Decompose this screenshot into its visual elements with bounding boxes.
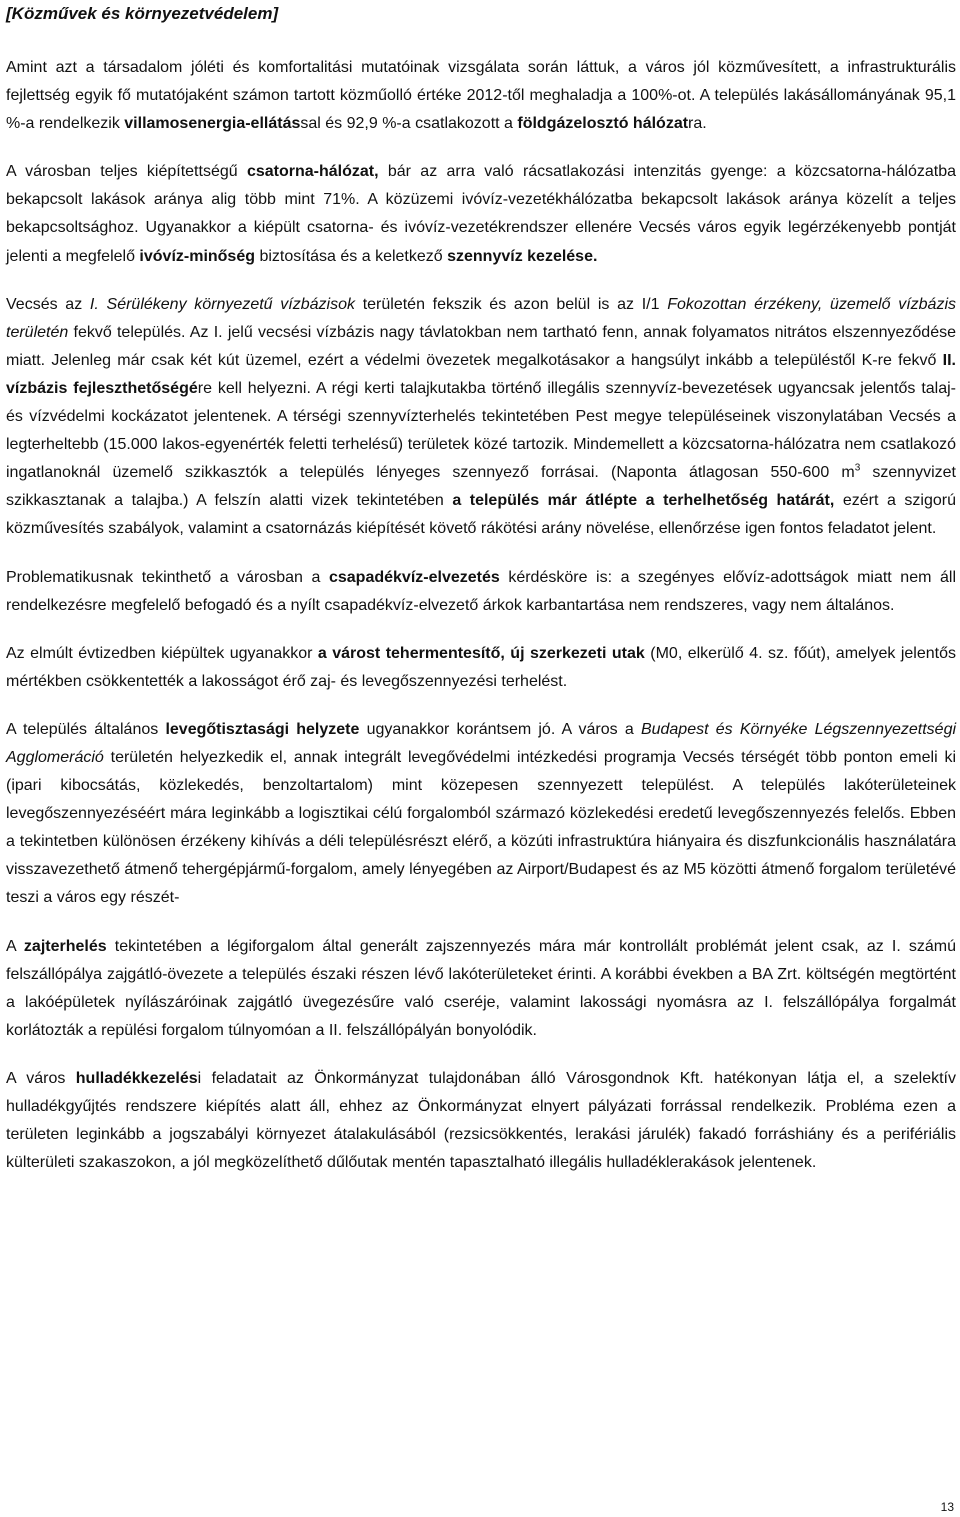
paragraph-water-base bbox=[6, 291, 956, 544]
text-run: re kell helyezni. A régi kerti talajkutakba történő illegális szennyvíz-bevezetések ugyancsak jelentős talaj- és vízvédelmi kockázatot jelentenek. A térségi szennyvízterhelés tekintetében Pest megye településeinek viszonylatában Vecsés a legterheltebb (15.000 lakos-egyenérték feletti terhelésű) területek közé tartozik. Mindemellett a közcsatorna-hálózatra nem csatlakozó ingatlanoknál üzemelő szikkasztók a település lényeges szennyező forrásai. (Naponta átlagosan 550-600 m bbox=[6, 379, 956, 482]
paragraph-roads bbox=[6, 640, 956, 696]
text-run: (M0, elkerülő 4. sz. főút), amelyek jelentős mértékben csökkentették a lakosságot érő zaj- és levegőszennyezési terhelést. bbox=[6, 644, 956, 690]
bold-term-noise: zajterhelés bbox=[23, 937, 107, 955]
bold-term-gas-network: földgázelosztó hálózat bbox=[517, 115, 689, 133]
text-run: Az elmúlt évtizedben kiépültek ugyanakkor bbox=[6, 644, 318, 662]
bold-term-bypass-roads: a várost tehermentesítő, új szerkezeti utak bbox=[317, 644, 645, 662]
text-run: A település általános bbox=[6, 720, 166, 738]
bold-term-wastewater: szennyvíz kezelése. bbox=[447, 247, 598, 265]
section-heading: [Közművek és környezetvédelem] bbox=[6, 4, 279, 23]
bold-term-water-quality: ivóvíz-minőség bbox=[139, 247, 255, 265]
bold-term-sewer-network: csatorna-hálózat, bbox=[246, 163, 379, 181]
text-run: ra. bbox=[688, 115, 707, 133]
bold-term-air-quality: levegőtisztasági helyzete bbox=[165, 720, 360, 738]
bold-term-water-base-2: II. vízbázis fejleszthetőségé bbox=[6, 351, 956, 397]
paragraph-rainwater bbox=[6, 564, 956, 620]
superscript: 3 bbox=[854, 462, 861, 474]
text-run: sal és 92,9 %-a csatlakozott a bbox=[300, 115, 518, 133]
text-run: területén fekszik és azon belül is az I/1 bbox=[354, 295, 668, 313]
bold-term-rainwater: csapadékvíz-elvezetés bbox=[328, 568, 500, 586]
page-number: 13 bbox=[940, 1500, 954, 1514]
paragraph-sewer bbox=[6, 158, 956, 270]
italic-term-agglomeration: Budapest és Környéke Légszennyezettségi Agglomeráció bbox=[6, 720, 957, 766]
paragraph-waste bbox=[6, 1065, 956, 1177]
italic-term-vulnerable-water: I. Sérülékeny környezetű vízbázisok bbox=[89, 295, 355, 313]
italic-term-sensitive-area: Fokozottan érzékeny, üzemelő vízbázis területén bbox=[6, 295, 957, 341]
document-page bbox=[6, 0, 956, 1177]
text-run: Vecsés az bbox=[6, 295, 90, 313]
paragraph-noise bbox=[6, 933, 956, 1045]
text-run: kérdésköre is: a szegényes elővíz-adottságok miatt nem áll rendelkezésre megfelelő befogadó és a nyílt csapadékvíz-elvezető árkok karbantartása nem rendszeres, vagy nem általános. bbox=[6, 568, 957, 614]
text-run: A városban teljes kiépítettségű bbox=[6, 163, 247, 181]
text-run: fekvő település. Az I. jelű vecsési vízbázis nagy távlatokban nem tartható fenn, annak folyamatos nitrátos elszennyeződése miatt. Jelenleg már csak két kút üzemel, ezért a védelmi övezetek megalkotásakor a hangsúlyt inkább a településtől K-re fekvő bbox=[6, 323, 956, 369]
text-run: i feladatait az Önkormányzat tulajdonában álló Városgondnok Kft. hatékonyan látja el, a szelektív hulladékgyűjtés rendszere kiépítés alatt áll, ehhez az Önkormányzat elnyert pályázati forrással rendelkezik. Probléma ezen a területen leginkább a jogszabályi környezet átalakulásából (rezsicsökkentés, lerakási járulék) fakadó forráshiány és a perifériális külterületi szakaszokon, a jól megközelíthető dűlőutak mentén tapasztalható illegális hulladéklerakások jelentenek. bbox=[6, 1069, 956, 1172]
paragraph-air-quality bbox=[6, 716, 956, 913]
bold-term-electricity: villamosenergia-ellátás bbox=[124, 115, 301, 133]
text-run: bár az arra való rácsatlakozási intenzitás gyenge: a közcsatorna-hálózatba bekapcsolt lakások aránya alig több mint 71%. A közüzemi ivóvíz-vezetékhálózatba bekapcsolt lakások aránya közelít a teljes bekapcsoltsághoz. Ugyanakkor a kiépült csatorna- és ivóvíz-vezetékrendszer ellenére Vecsés város egyik legérzékenyebb pontját jelenti a megfelelő bbox=[6, 163, 957, 265]
text-run: biztosítása és a keletkező bbox=[255, 247, 448, 265]
text-run: ezért a szigorú közművesítés szabályok, valamint a csatornázás kiépítését követő rákötési arány növelése, ellenőrzése igen fontos feladatot jelent. bbox=[6, 492, 957, 538]
text-run: ugyanakkor korántsem jó. A város a bbox=[359, 720, 641, 738]
text-run: területén helyezkedik el, annak integrált levegővédelmi intézkedési programja Vecsés térségét több ponton emeli ki (ipari kibocsátás, közlekedés, benzoltartalom) mint közepesen szennyezett települést. A település lakóterületeinek levegőszennyezéséért mára leginkább a logisztikai célú forgalomból származó közlekedési eredetű levegőszennyezés felelős. Ebben a tekintetben különösen érzékeny kihívás a déli településrészt elérő, a közúti infrastruktúra hiányaira és diszfunkcionális használatára visszavezethető átmenő tehergépjármű-forgalom, amely lényegében az Airport/Budapest és az M5 közötti átmenő forgalom területévé teszi a város egy részét- bbox=[6, 748, 956, 907]
text-run: A bbox=[6, 937, 24, 955]
bold-term-load-limit: a település már átlépte a terhelhetőség határát, bbox=[452, 492, 835, 510]
text-run: A város bbox=[6, 1069, 76, 1087]
text-run: Problematikusnak tekinthető a városban a bbox=[6, 568, 329, 586]
text-run: tekintetében a légiforgalom által generált zajszennyezés mára már kontrollált problémát jelent csak, az I. számú felszállópálya zajgátló-övezete a település északi részen lévő lakóterületeket érinti. A korábbi években a BA Zrt. költségén megtörtént a lakóépületek nyílászáróinak zajgátló üvegezésűre való cseréje, valamint lakossági nyomásra az I. felszállópálya forgalmát korlátozták a repülési forgalom túlnyomóan a II. felszállópályán bonyolódik. bbox=[6, 937, 957, 1039]
text-run: Amint azt a társadalom jóléti és komfortalitási mutatóinak vizsgálata során láttuk, a város jól közművesített, a infrastrukturális fejlettség egyik fő mutatójaként számon tartott közműolló értéke 2012-től meghaladja a 100%-ot. A település lakásállományának 95,1 %-a rendelkezik bbox=[6, 59, 956, 133]
bold-term-waste: hulladékkezelés bbox=[75, 1069, 198, 1087]
text-run: szennyvizet szikkasztanak a talajba.) A felszín alatti vizek tekintetében bbox=[6, 464, 956, 510]
paragraph-utilities bbox=[6, 54, 956, 138]
